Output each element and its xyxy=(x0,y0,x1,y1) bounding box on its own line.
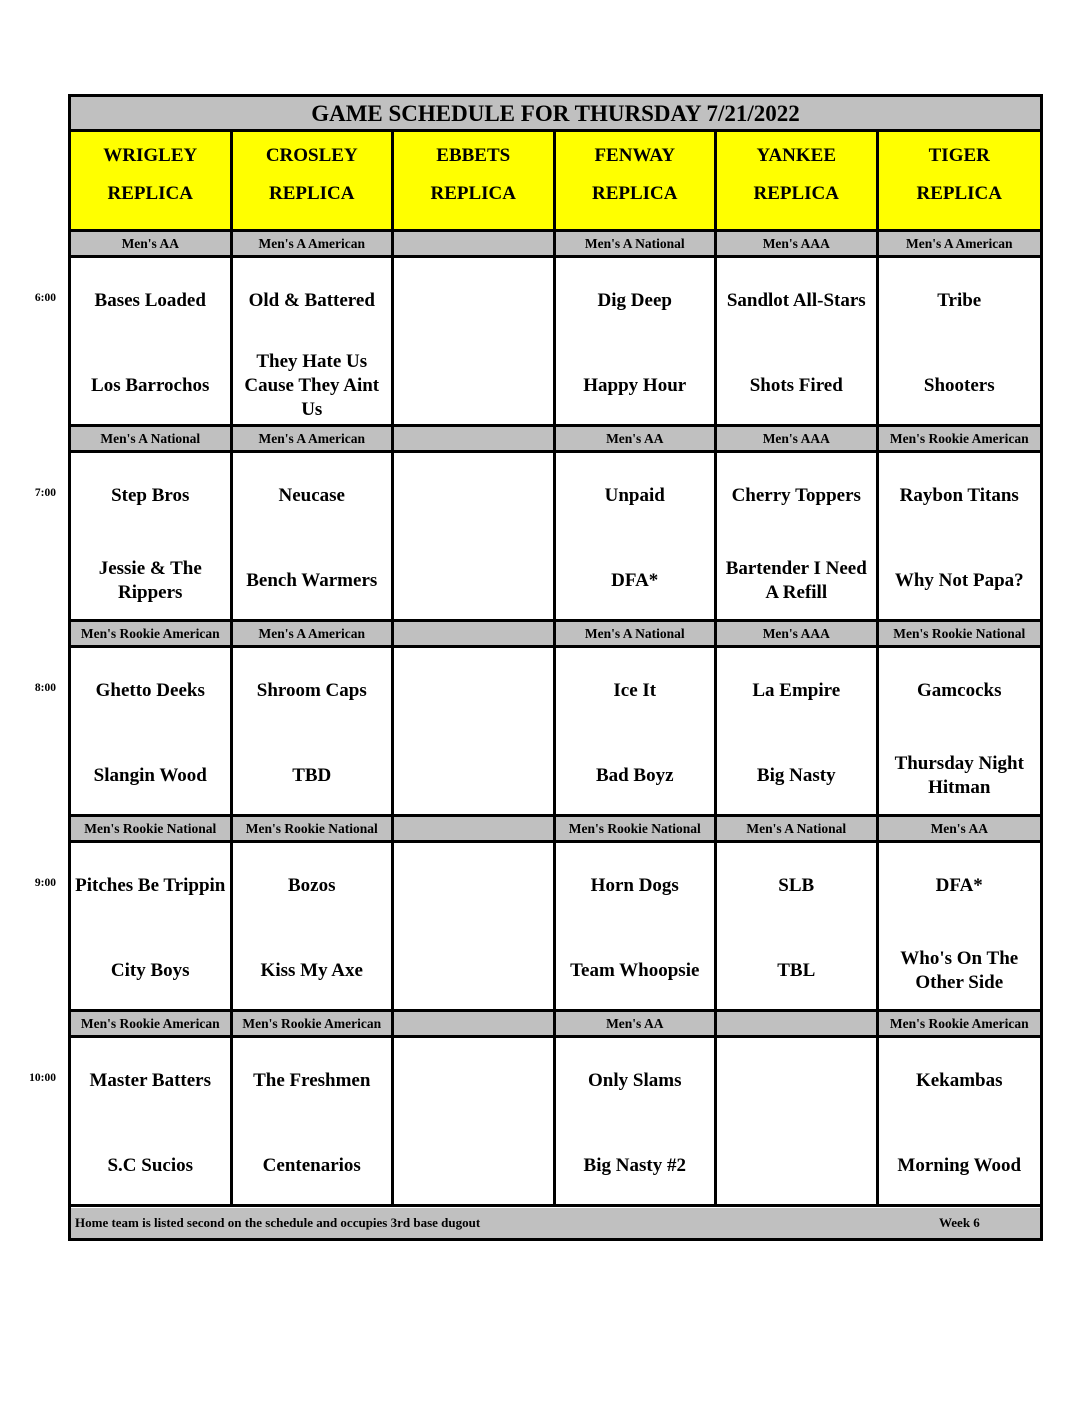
game-cell xyxy=(717,258,879,424)
team-name: Big Nasty #2 xyxy=(583,1154,686,1176)
home-team-note: Home team is listed second on the schedule and occupies 3rd base dugout xyxy=(75,1215,481,1230)
division-label: Men's Rookie American xyxy=(233,1012,395,1035)
team-name: Centenarios xyxy=(262,1154,361,1176)
away-team xyxy=(233,258,392,343)
game-cell xyxy=(556,453,718,619)
home-team xyxy=(556,1123,715,1208)
home-team xyxy=(233,538,392,623)
division-label: Men's AAA xyxy=(717,232,879,255)
away-team xyxy=(71,453,230,538)
division-row xyxy=(71,622,1040,648)
field-header xyxy=(717,132,879,229)
game-cell xyxy=(556,1038,718,1204)
field-header xyxy=(879,132,1041,229)
time-label: 6:00 xyxy=(34,292,56,304)
away-team xyxy=(71,843,230,928)
home-team xyxy=(71,733,230,818)
game-cell xyxy=(233,843,395,1009)
game-cell xyxy=(394,1038,556,1204)
away-team xyxy=(394,258,553,343)
division-label: Men's Rookie American xyxy=(879,427,1041,450)
game-cell xyxy=(394,648,556,814)
division-label: Men's AA xyxy=(556,427,718,450)
game-cell xyxy=(556,258,718,424)
team-name: Team Whoopsie xyxy=(570,959,700,981)
game-cell xyxy=(394,453,556,619)
game-row xyxy=(71,258,1040,427)
team-name: Shots Fired xyxy=(749,374,843,396)
game-row xyxy=(71,648,1040,817)
team-name: Shroom Caps xyxy=(256,679,367,701)
time-label: 9:00 xyxy=(34,877,56,889)
away-team xyxy=(879,843,1041,928)
home-team xyxy=(879,343,1041,428)
away-team xyxy=(71,258,230,343)
field-name: EBBETS xyxy=(436,145,511,166)
game-cell xyxy=(717,453,879,619)
team-name: Bozos xyxy=(288,874,336,896)
game-cell xyxy=(879,843,1041,1009)
team-name: Unpaid xyxy=(604,484,665,506)
away-team xyxy=(233,453,392,538)
game-cell xyxy=(717,648,879,814)
game-cell xyxy=(233,648,395,814)
team-name: Horn Dogs xyxy=(590,874,679,896)
home-team xyxy=(556,733,715,818)
game-cell xyxy=(233,1038,395,1204)
game-cell xyxy=(394,258,556,424)
division-label: Men's Rookie American xyxy=(71,1012,233,1035)
home-team xyxy=(879,538,1041,623)
team-name: DFA* xyxy=(611,569,659,591)
division-label xyxy=(717,1012,879,1035)
division-label: Men's A American xyxy=(233,232,395,255)
division-label: Men's Rookie National xyxy=(879,622,1041,645)
division-row xyxy=(71,1012,1040,1038)
game-cell xyxy=(879,258,1041,424)
time-slot xyxy=(71,622,1040,817)
game-cell xyxy=(71,1038,233,1204)
field-header xyxy=(394,132,556,229)
division-label: Men's AA xyxy=(879,817,1041,840)
field-name: TIGER xyxy=(928,145,990,166)
field-header xyxy=(233,132,395,229)
team-name: Cherry Toppers xyxy=(731,484,861,506)
field-sub: REPLICA xyxy=(591,183,678,204)
away-team xyxy=(717,648,876,733)
away-team xyxy=(879,1038,1041,1123)
home-team xyxy=(717,928,876,1013)
game-cell xyxy=(71,453,233,619)
division-label: Men's A American xyxy=(233,622,395,645)
home-team xyxy=(717,1123,876,1208)
schedule-table xyxy=(68,94,1043,1241)
team-name: Thursday Night Hitman xyxy=(894,752,1024,798)
time-slot xyxy=(71,1012,1040,1207)
team-name: Gamcocks xyxy=(917,679,1002,701)
field-sub: REPLICA xyxy=(430,183,516,204)
division-label: Men's AA xyxy=(71,232,233,255)
division-label: Men's Rookie National xyxy=(233,817,395,840)
away-team xyxy=(556,648,715,733)
home-team xyxy=(71,928,230,1013)
game-row xyxy=(71,843,1040,1012)
field-sub: REPLICA xyxy=(268,183,355,204)
away-team xyxy=(879,258,1041,343)
home-team xyxy=(556,343,715,428)
home-team xyxy=(233,343,392,428)
team-name: Bases Loaded xyxy=(94,289,206,311)
home-team xyxy=(71,343,230,428)
team-name: Bench Warmers xyxy=(246,569,378,591)
field-name: CROSLEY xyxy=(265,145,358,166)
away-team xyxy=(71,648,230,733)
team-name: S.C Sucios xyxy=(107,1154,194,1176)
game-cell xyxy=(556,648,718,814)
game-cell xyxy=(717,1038,879,1204)
home-team xyxy=(717,733,876,818)
home-team xyxy=(556,928,715,1013)
team-name: Jessie & The Rippers xyxy=(98,557,202,603)
team-name: Tribe xyxy=(937,289,982,311)
game-cell xyxy=(879,453,1041,619)
home-team xyxy=(394,343,553,428)
team-name: Bad Boyz xyxy=(595,764,674,786)
team-name: SLB xyxy=(778,874,815,896)
away-team xyxy=(556,1038,715,1123)
away-team xyxy=(556,453,715,538)
home-team xyxy=(879,928,1041,1013)
team-name: The Freshmen xyxy=(253,1069,371,1091)
away-team xyxy=(717,453,876,538)
time-label: 10:00 xyxy=(29,1072,56,1084)
home-team xyxy=(233,733,392,818)
division-label xyxy=(394,817,556,840)
home-team xyxy=(879,733,1041,818)
away-team xyxy=(394,453,553,538)
field-sub: REPLICA xyxy=(753,183,839,204)
game-row xyxy=(71,453,1040,622)
game-cell xyxy=(233,453,395,619)
team-name: Who's On The Other Side xyxy=(900,947,1019,993)
division-label: Men's AA xyxy=(556,1012,718,1035)
team-name: DFA* xyxy=(935,874,983,896)
field-header xyxy=(71,132,233,229)
team-name: Ice It xyxy=(613,679,657,701)
division-label xyxy=(394,622,556,645)
division-label: Men's AAA xyxy=(717,622,879,645)
team-name: Why Not Papa? xyxy=(894,569,1024,591)
home-team xyxy=(233,928,392,1013)
time-label: 8:00 xyxy=(34,682,56,694)
game-cell xyxy=(71,648,233,814)
away-team xyxy=(394,843,553,928)
away-team xyxy=(717,1038,876,1123)
game-cell xyxy=(233,258,395,424)
away-team xyxy=(556,258,715,343)
division-label xyxy=(394,1012,556,1035)
field-name: FENWAY xyxy=(594,145,676,166)
home-team xyxy=(394,928,553,1013)
team-name: Big Nasty xyxy=(756,764,836,786)
away-team xyxy=(394,1038,553,1123)
game-row xyxy=(71,1038,1040,1207)
away-team xyxy=(717,843,876,928)
game-cell xyxy=(71,843,233,1009)
division-label: Men's A National xyxy=(717,817,879,840)
division-label: Men's A National xyxy=(556,622,718,645)
field-header xyxy=(556,132,718,229)
team-name: La Empire xyxy=(752,679,841,701)
division-label: Men's Rookie National xyxy=(71,817,233,840)
home-team xyxy=(717,538,876,623)
team-name: Raybon Titans xyxy=(899,484,1019,506)
division-label: Men's Rookie National xyxy=(556,817,718,840)
division-row xyxy=(71,427,1040,453)
team-name: Slangin Wood xyxy=(93,764,207,786)
time-slot xyxy=(71,232,1040,427)
schedule-title: GAME SCHEDULE FOR THURSDAY 7/21/2022 xyxy=(71,97,1040,132)
team-name: Pitches Be Trippin xyxy=(75,874,226,896)
home-team xyxy=(394,1123,553,1208)
week-label: Week 6 xyxy=(939,1215,980,1230)
division-label xyxy=(394,232,556,255)
away-team xyxy=(394,648,553,733)
team-name: Neucase xyxy=(278,484,345,506)
away-team xyxy=(879,648,1041,733)
division-label: Men's Rookie American xyxy=(879,1012,1041,1035)
time-label: 7:00 xyxy=(34,487,56,499)
team-name: Kekambas xyxy=(915,1069,1003,1091)
away-team xyxy=(556,843,715,928)
team-name: Ghetto Deeks xyxy=(95,679,205,701)
away-team xyxy=(71,1038,230,1123)
away-team xyxy=(879,453,1041,538)
home-team xyxy=(71,1123,230,1208)
field-sub: REPLICA xyxy=(107,183,193,204)
home-team xyxy=(556,538,715,623)
team-name: Old & Battered xyxy=(248,289,375,311)
game-cell xyxy=(556,843,718,1009)
home-team xyxy=(233,1123,392,1208)
away-team xyxy=(233,843,392,928)
time-slot xyxy=(71,427,1040,622)
team-name: TBL xyxy=(777,959,816,981)
field-sub: REPLICA xyxy=(916,183,1002,204)
field-name: WRIGLEY xyxy=(103,145,198,166)
team-name: Shooters xyxy=(923,374,995,396)
game-cell xyxy=(717,843,879,1009)
team-name: Bartender I Need A Refill xyxy=(725,557,867,603)
home-team xyxy=(394,538,553,623)
division-label: Men's A American xyxy=(879,232,1041,255)
schedule-footer xyxy=(71,1208,1040,1238)
team-name: They Hate Us Cause They Aint Us xyxy=(244,350,380,420)
team-name: TBD xyxy=(292,764,332,786)
division-row xyxy=(71,817,1040,843)
division-label: Men's A American xyxy=(233,427,395,450)
team-name: Only Slams xyxy=(588,1069,682,1091)
away-team xyxy=(717,258,876,343)
team-name: Kiss My Axe xyxy=(260,959,363,981)
team-name: Morning Wood xyxy=(897,1154,1022,1176)
team-name: Master Batters xyxy=(89,1069,211,1091)
game-cell xyxy=(879,1038,1041,1204)
home-team xyxy=(71,538,230,623)
home-team xyxy=(394,733,553,818)
game-cell xyxy=(879,648,1041,814)
division-label xyxy=(394,427,556,450)
home-team xyxy=(879,1123,1041,1208)
division-row xyxy=(71,232,1040,258)
division-label: Men's Rookie American xyxy=(71,622,233,645)
team-name: Step Bros xyxy=(111,484,190,506)
team-name: Happy Hour xyxy=(583,374,687,396)
division-label: Men's AAA xyxy=(717,427,879,450)
away-team xyxy=(233,648,392,733)
game-cell xyxy=(394,843,556,1009)
team-name: City Boys xyxy=(110,959,190,981)
away-team xyxy=(233,1038,392,1123)
field-header-row xyxy=(71,132,1040,232)
field-name: YANKEE xyxy=(756,145,837,166)
division-label: Men's A National xyxy=(556,232,718,255)
team-name: Los Barrochos xyxy=(91,374,210,396)
team-name: Sandlot All-Stars xyxy=(726,289,866,311)
time-slot xyxy=(71,817,1040,1012)
division-label: Men's A National xyxy=(71,427,233,450)
home-team xyxy=(717,343,876,428)
team-name: Dig Deep xyxy=(597,289,672,311)
game-cell xyxy=(71,258,233,424)
